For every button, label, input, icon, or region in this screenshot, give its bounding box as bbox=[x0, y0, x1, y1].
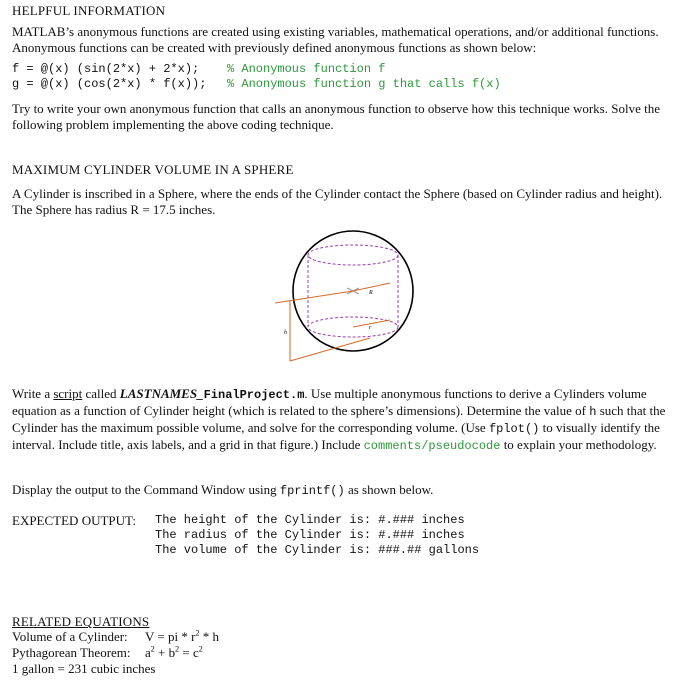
instr-text-c: . Use multiple anonymous functions to derive a Cylinders volume equation as a function of Cylinder height (which is related to the sphere’s dimensions). Determine the value of bbox=[12, 386, 647, 418]
cylinder-radius-line bbox=[353, 320, 390, 327]
code-comment-2: % Anonymous function g that calls f(x) bbox=[227, 77, 501, 91]
code-line-1 bbox=[12, 62, 199, 76]
instr-h-var: h bbox=[589, 405, 597, 419]
display-paragraph bbox=[12, 482, 676, 499]
problem-heading: MAXIMUM CYLINDER VOLUME IN A SPHERE bbox=[12, 162, 294, 177]
problem-description: A Cylinder is inscribed in a Sphere, where the ends of the Cylinder contact the Sphere (based on Cylinder radius and height). The Sphere has radius R = 17.5 inches. bbox=[12, 186, 663, 217]
code-line-2-code: g = @(x) (cos(2*x) * f(x)); bbox=[12, 77, 207, 91]
height-bottom-guide bbox=[290, 338, 370, 361]
label-h: h bbox=[284, 330, 287, 336]
volume-equation bbox=[145, 629, 219, 645]
label-R: R bbox=[369, 290, 373, 296]
display-text-b: as shown below. bbox=[344, 482, 434, 497]
instructions-paragraph bbox=[12, 386, 676, 454]
display-fprintf: fprintf() bbox=[279, 484, 345, 498]
helpful-paragraph: MATLAB’s anonymous functions are created using existing variables, mathematical operations, and/or additional functions. Anonymous functions can be created with previously defined anonymous functions as shown below: bbox=[12, 24, 659, 55]
instr-text-a: Write a bbox=[12, 386, 54, 401]
volume-label: Volume of a Cylinder: bbox=[12, 629, 128, 644]
pyth-c-exp: 2 bbox=[198, 644, 203, 654]
gallon-conversion: 1 gallon = 231 cubic inches bbox=[12, 661, 156, 676]
instr-text-b: called bbox=[82, 386, 120, 401]
instr-filename-project: FinalProject.m bbox=[203, 388, 305, 402]
pyth-a-exp: 2 bbox=[150, 644, 155, 654]
pythagorean-label: Pythagorean Theorem: bbox=[12, 645, 131, 660]
code-line-1-code: f = @(x) (sin(2*x) + 2*x); bbox=[12, 62, 200, 76]
expected-output-line-1: The height of the Cylinder is: #.### inches bbox=[155, 513, 465, 527]
instr-fplot: fplot() bbox=[488, 422, 540, 436]
pyth-a: a bbox=[145, 645, 151, 660]
orange-guide-line bbox=[275, 291, 353, 303]
cylinder-top-ellipse bbox=[308, 245, 398, 265]
expected-output-line-3: The volume of the Cylinder is: ###.## gallons bbox=[155, 543, 480, 557]
vol-eq-exponent: 2 bbox=[195, 628, 200, 638]
display-text-a: Display the output to the Command Window using bbox=[12, 482, 280, 497]
pyth-eq-c: = c bbox=[179, 645, 199, 660]
pyth-plus-b: + b bbox=[154, 645, 176, 660]
instr-text-e: to visually identify the interval. Include title, axis labels, and a grid in that figure.) Include bbox=[12, 420, 660, 452]
vol-eq-part-a: V = pi * r bbox=[145, 629, 196, 644]
pyth-b-exp: 2 bbox=[175, 644, 180, 654]
vol-eq-part-b: * h bbox=[199, 629, 219, 644]
instr-comments: comments/pseudocode bbox=[363, 439, 501, 453]
code-line-2 bbox=[12, 77, 206, 91]
instr-text-d: such that the Cylinder has the maximum possible volume, and solve for the corresponding volume. (Use bbox=[12, 403, 666, 435]
try-paragraph: Try to write your own anonymous function that calls an anonymous function to observe how this technique works. Solve the following problem implementing the above coding technique. bbox=[12, 101, 660, 132]
label-r: r bbox=[369, 325, 372, 331]
helpful-heading: HELPFUL INFORMATION bbox=[12, 3, 166, 18]
instr-script-word: script bbox=[53, 386, 83, 401]
related-heading: RELATED EQUATIONS bbox=[12, 614, 150, 629]
instr-text-f: to explain your methodology. bbox=[500, 437, 657, 452]
expected-output-label: EXPECTED OUTPUT: bbox=[12, 513, 136, 528]
sphere-cylinder-diagram bbox=[270, 228, 430, 378]
code-comment-1: % Anonymous function f bbox=[227, 62, 386, 76]
expected-output-line-2: The radius of the Cylinder is: #.### inches bbox=[155, 528, 465, 542]
instr-filename-lastnames: LASTNAMES_ bbox=[119, 386, 204, 401]
pythagorean-equation bbox=[145, 645, 203, 661]
